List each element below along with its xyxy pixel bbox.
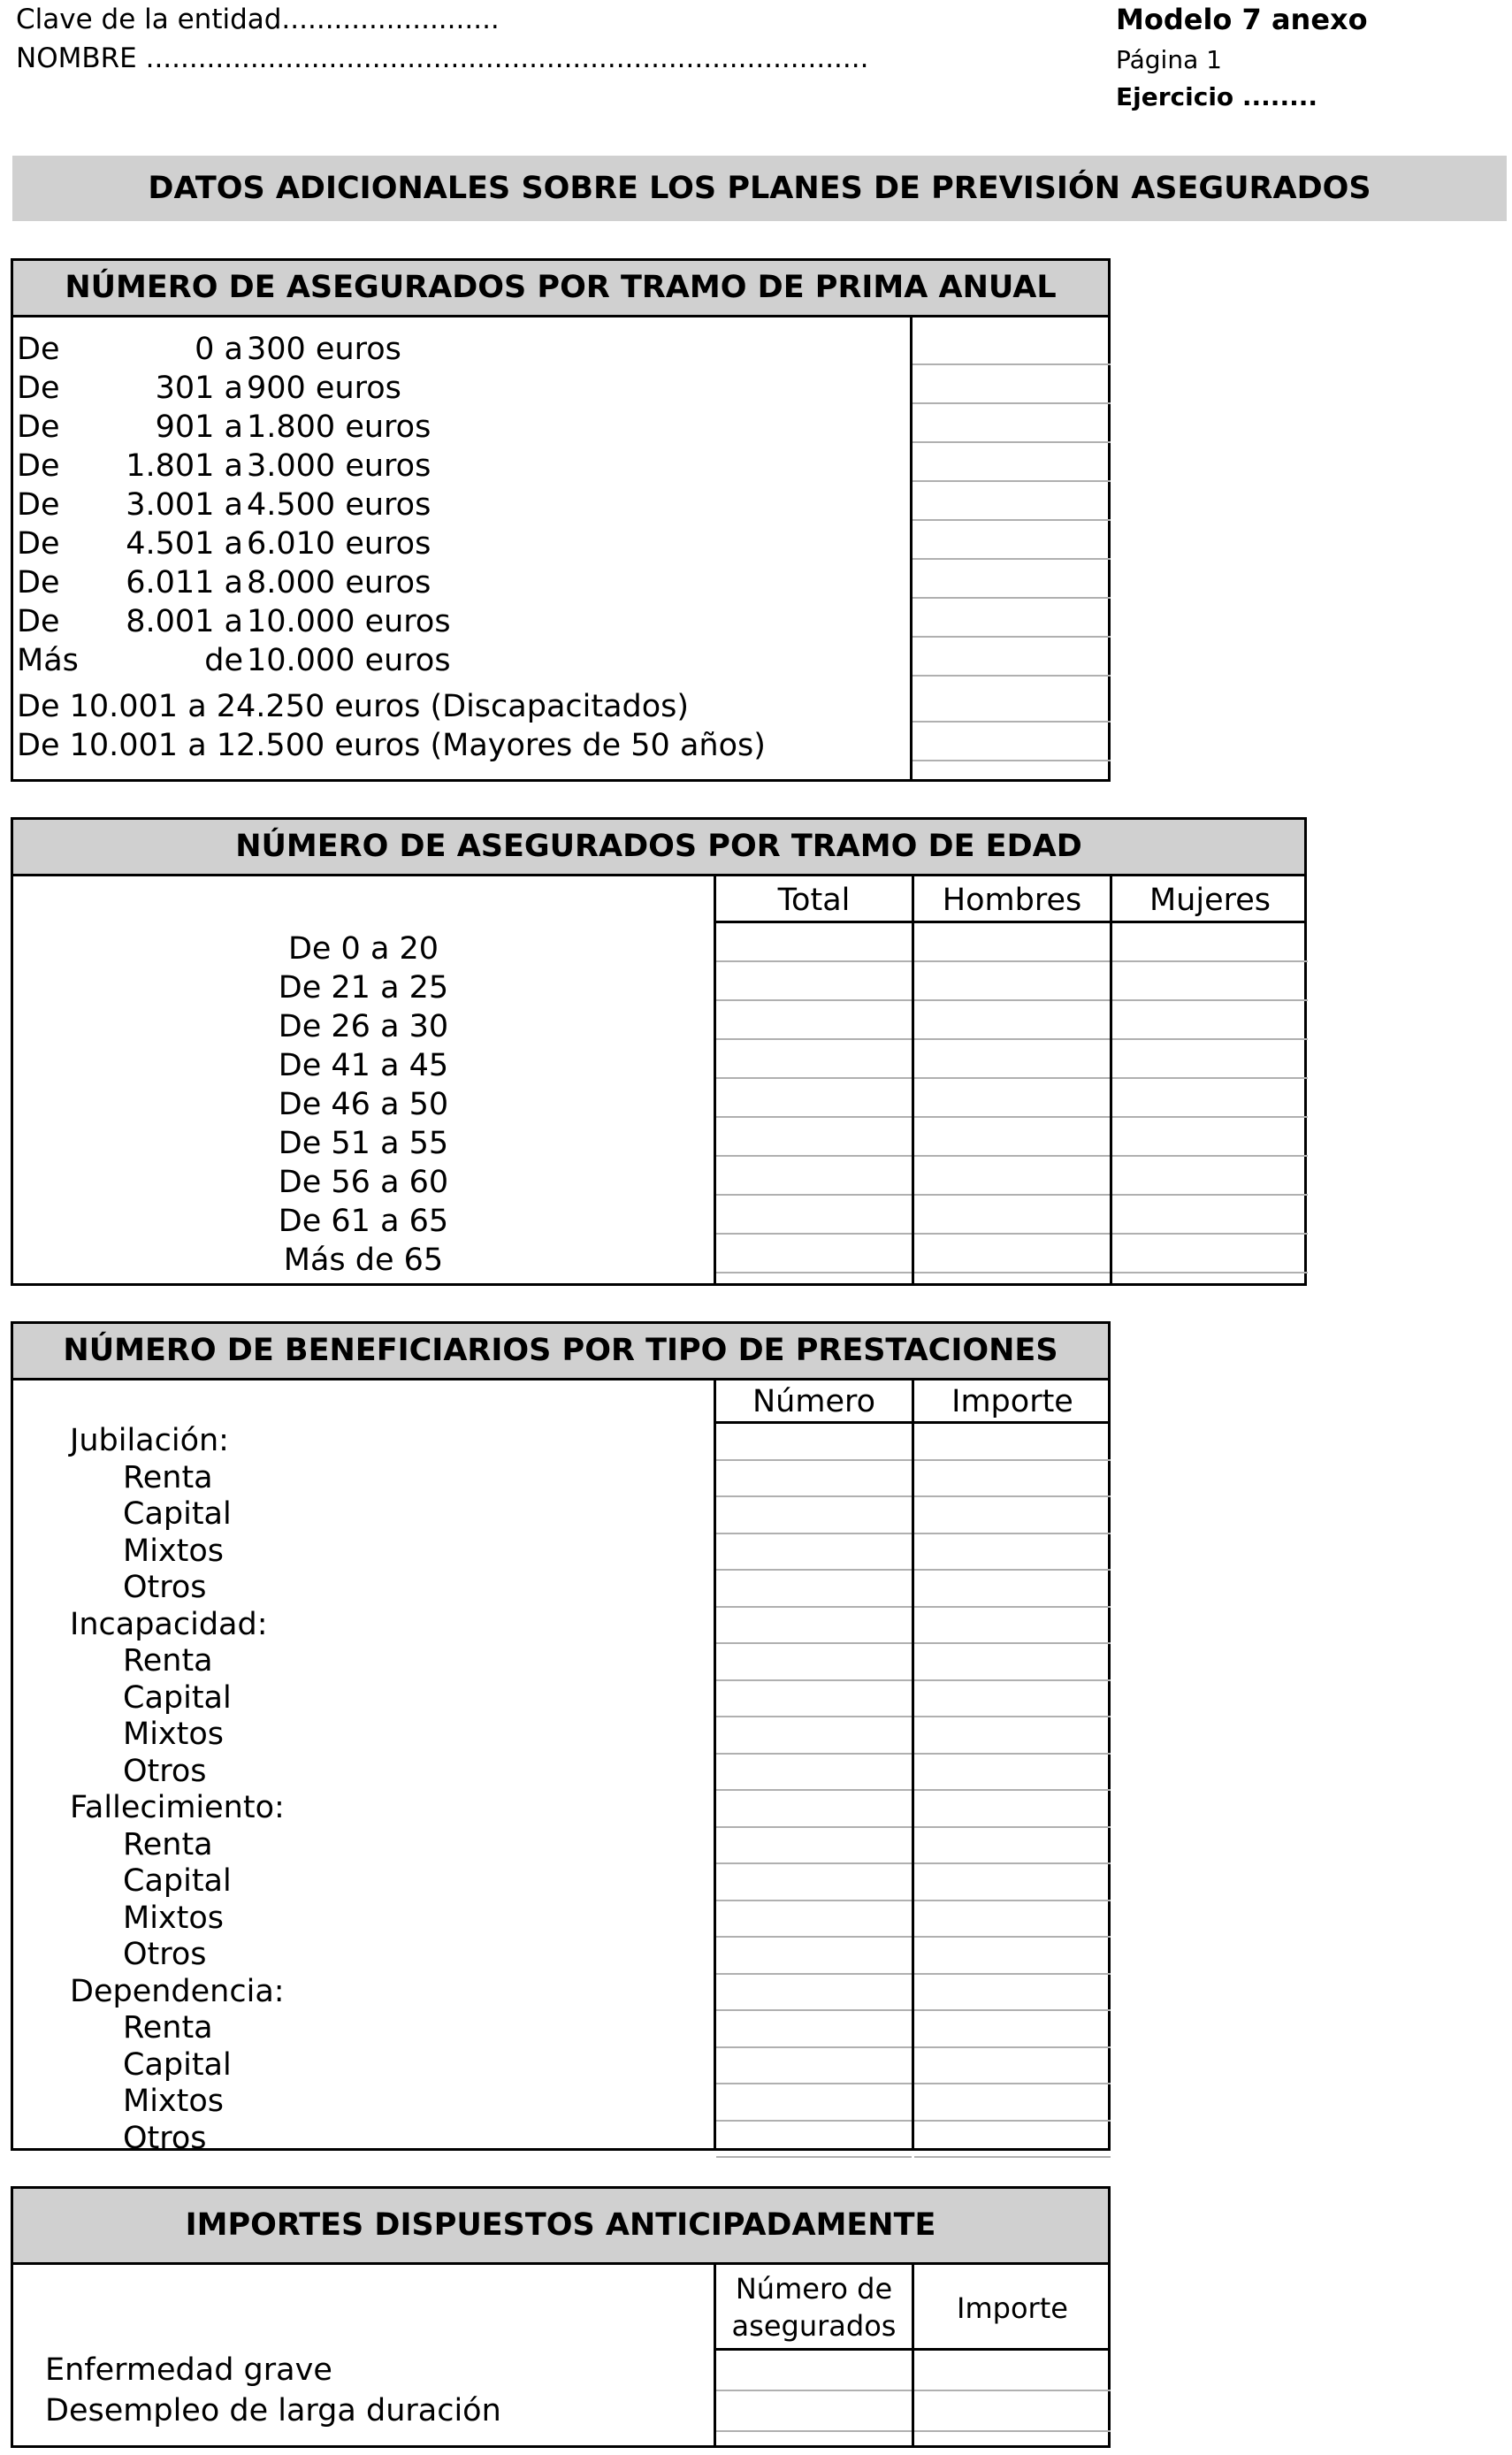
ben-group-label: Incapacidad: — [70, 1606, 268, 1642]
edad-value-cell[interactable] — [1112, 1157, 1308, 1196]
edad-value-cell[interactable] — [914, 1079, 1110, 1118]
prima-value-cell[interactable] — [913, 684, 1111, 723]
edad-value-cell[interactable] — [716, 1196, 912, 1235]
nombre-field: NOMBRE ................................................................................... — [16, 42, 869, 74]
ben-numero-cell[interactable] — [716, 1644, 912, 1681]
importes-col-numero-line1: Número de — [735, 2272, 893, 2306]
edad-value-cell[interactable] — [1112, 923, 1308, 962]
edad-value-cell[interactable] — [716, 1001, 912, 1040]
prima-row-to: 10.000 euros — [247, 643, 451, 678]
edad-value-cell[interactable] — [716, 1079, 912, 1118]
importes-col-numero-line2: asegurados — [731, 2309, 897, 2343]
ben-importe-cell[interactable] — [914, 2084, 1111, 2122]
importes-numero-cell[interactable] — [716, 2391, 912, 2432]
prima-value-cell[interactable] — [913, 521, 1111, 560]
edad-row-label: Más de 65 — [283, 1243, 444, 1278]
ben-numero-cell[interactable] — [716, 1791, 912, 1828]
ben-item-label: Mixtos — [123, 1717, 225, 1752]
edad-value-cell[interactable] — [716, 1157, 912, 1196]
ben-numero-cell[interactable] — [716, 1534, 912, 1572]
prima-row-from: 3.001 a — [126, 487, 243, 523]
ben-item-label: Mixtos — [123, 2084, 225, 2119]
ben-group-label: Jubilación: — [70, 1423, 229, 1458]
ben-item-label: Capital — [123, 2046, 232, 2083]
edad-value-cell[interactable] — [1112, 1196, 1308, 1235]
prima-value-cell[interactable] — [913, 723, 1111, 761]
prima-row-prefix: De — [17, 565, 60, 600]
ben-importe-cell[interactable] — [914, 1497, 1111, 1534]
ben-numero-cell[interactable] — [716, 2122, 912, 2159]
ben-numero-cell[interactable] — [716, 1975, 912, 2012]
ben-importe-cell[interactable] — [914, 1938, 1111, 1975]
edad-value-cell[interactable] — [914, 1157, 1110, 1196]
edad-value-cell[interactable] — [1112, 1079, 1308, 1118]
ben-importe-cell[interactable] — [914, 1461, 1111, 1498]
prima-row-prefix: De — [17, 371, 60, 406]
ben-importe-cell[interactable] — [914, 2011, 1111, 2048]
prima-value-cell[interactable] — [913, 482, 1111, 521]
beneficiarios-title: NÚMERO DE BENEFICIARIOS POR TIPO DE PRESTACIONES — [13, 1324, 1108, 1380]
edad-value-cell[interactable] — [914, 962, 1110, 1001]
ben-numero-cell[interactable] — [716, 1828, 912, 1865]
edad-value-cell[interactable] — [914, 1235, 1110, 1273]
ben-numero-cell[interactable] — [716, 1608, 912, 1645]
edad-value-cell[interactable] — [1112, 962, 1308, 1001]
edad-row-label: De 21 a 25 — [278, 970, 449, 1006]
prima-row-from: 4.501 a — [126, 526, 243, 562]
prima-value-cell[interactable] — [913, 365, 1111, 404]
edad-value-cell[interactable] — [716, 1235, 912, 1273]
ben-importe-cell[interactable] — [914, 1608, 1111, 1645]
edad-value-cell[interactable] — [1112, 1235, 1308, 1273]
edad-value-cell[interactable] — [716, 962, 912, 1001]
ben-importe-cell[interactable] — [914, 1717, 1111, 1755]
ben-item-label: Mixtos — [123, 1900, 225, 1936]
ben-importe-cell[interactable] — [914, 1828, 1111, 1865]
edad-value-cell[interactable] — [914, 1118, 1110, 1157]
ben-col-numero: Número — [752, 1384, 876, 1419]
ben-item-label: Capital — [123, 1863, 232, 1899]
ben-numero-cell[interactable] — [716, 2048, 912, 2085]
ben-importe-cell[interactable] — [914, 2048, 1111, 2085]
prima-row-to: 1.800 euros — [247, 409, 431, 445]
ben-numero-cell[interactable] — [716, 1755, 912, 1792]
prima-row-from: 8.001 a — [126, 604, 243, 639]
clave-entidad-field: Clave de la entidad......................... — [16, 4, 500, 35]
ben-numero-cell[interactable] — [716, 1571, 912, 1608]
prima-row-to: 6.010 euros — [247, 526, 431, 562]
ben-item-label: Otros — [123, 1937, 207, 1972]
importes-importe-cell[interactable] — [914, 2391, 1111, 2432]
ben-item-label: Mixtos — [123, 1533, 225, 1569]
prima-row-to: 4.500 euros — [247, 487, 431, 523]
edad-value-cell[interactable] — [914, 1001, 1110, 1040]
ben-numero-cell[interactable] — [716, 1938, 912, 1975]
prima-row-to: 900 euros — [247, 371, 401, 406]
ben-numero-cell[interactable] — [716, 1497, 912, 1534]
ejercicio-label: Ejercicio ........ — [1116, 82, 1317, 111]
ben-importe-cell[interactable] — [914, 2122, 1111, 2159]
edad-value-cell[interactable] — [914, 1040, 1110, 1079]
ben-numero-cell[interactable] — [716, 2011, 912, 2048]
ben-numero-cell[interactable] — [716, 1424, 912, 1461]
ben-importe-cell[interactable] — [914, 1644, 1111, 1681]
modelo-label: Modelo 7 anexo — [1116, 3, 1368, 36]
edad-value-cell[interactable] — [716, 923, 912, 962]
edad-col-header: Hombres — [942, 883, 1082, 918]
edad-value-cell[interactable] — [1112, 1040, 1308, 1079]
prima-row-prefix: De — [17, 526, 60, 562]
ben-group-label: Dependencia: — [70, 1973, 285, 2009]
ben-item-label: Otros — [123, 1753, 207, 1789]
edad-row-label: De 26 a 30 — [278, 1009, 449, 1044]
prima-extra-row: De 10.001 a 24.250 euros (Discapacitados) — [17, 689, 690, 724]
importes-title: IMPORTES DISPUESTOS ANTICIPADAMENTE — [13, 2189, 1108, 2265]
prima-row-from: 6.011 a — [126, 565, 243, 600]
prima-row-from: 1.801 a — [126, 448, 243, 484]
ben-item-label: Renta — [123, 1826, 213, 1862]
prima-row-prefix: De — [17, 409, 60, 445]
prima-row-to: 8.000 euros — [247, 565, 431, 600]
importes-row-label: Desempleo de larga duración — [45, 2393, 501, 2428]
ben-numero-cell[interactable] — [716, 1461, 912, 1498]
ben-item-label: Capital — [123, 1496, 232, 1532]
prima-value-cell[interactable] — [913, 443, 1111, 482]
importes-numero-cell[interactable] — [716, 2351, 912, 2391]
ben-numero-cell[interactable] — [716, 1864, 912, 1901]
ben-importe-cell[interactable] — [914, 1571, 1111, 1608]
ben-numero-cell[interactable] — [716, 1681, 912, 1718]
prima-row-prefix: De — [17, 487, 60, 523]
beneficiarios-section — [11, 1321, 1111, 2156]
importes-row-label: Enfermedad grave — [45, 2352, 332, 2388]
ben-item-label: Otros — [123, 1570, 207, 1605]
prima-section — [11, 258, 1111, 782]
prima-title: NÚMERO DE ASEGURADOS POR TRAMO DE PRIMA ANUAL — [13, 261, 1108, 317]
prima-row-prefix: De — [17, 604, 60, 639]
importes-col-importe: Importe — [957, 2291, 1068, 2325]
prima-row-from: 0 a — [195, 332, 243, 367]
edad-value-cell[interactable] — [914, 1196, 1110, 1235]
edad-value-cell[interactable] — [1112, 1118, 1308, 1157]
ben-importe-cell[interactable] — [914, 1534, 1111, 1572]
edad-col-header: Mujeres — [1149, 883, 1271, 918]
prima-value-cell[interactable] — [913, 638, 1111, 677]
ben-importe-cell[interactable] — [914, 1975, 1111, 2012]
ben-importe-cell[interactable] — [914, 1901, 1111, 1939]
prima-extra-row: De 10.001 a 12.500 euros (Mayores de 50 años) — [17, 728, 766, 763]
ben-item-label: Renta — [123, 1643, 213, 1679]
prima-value-cell[interactable] — [913, 326, 1111, 365]
prima-row-from: 901 a — [155, 409, 243, 445]
ben-item-label: Otros — [123, 2120, 207, 2156]
ben-numero-cell[interactable] — [716, 2084, 912, 2122]
edad-row-label: De 0 a 20 — [287, 931, 439, 967]
edad-title: NÚMERO DE ASEGURADOS POR TRAMO DE EDAD — [13, 820, 1304, 876]
edad-value-cell[interactable] — [716, 1040, 912, 1079]
ben-col-importe: Importe — [951, 1384, 1073, 1419]
edad-row-label: De 51 a 55 — [278, 1126, 449, 1161]
ben-group-label: Fallecimiento: — [70, 1790, 285, 1825]
ben-importe-cell[interactable] — [914, 1424, 1111, 1461]
main-title: DATOS ADICIONALES SOBRE LOS PLANES DE PREVISIÓN ASEGURADOS — [12, 156, 1507, 221]
edad-row-label: De 56 a 60 — [278, 1165, 449, 1200]
ben-importe-cell[interactable] — [914, 1755, 1111, 1792]
edad-row-label: De 61 a 65 — [278, 1204, 449, 1239]
ben-numero-cell[interactable] — [716, 1717, 912, 1755]
ben-item-label: Renta — [123, 1459, 213, 1495]
prima-row-to: 10.000 euros — [247, 604, 451, 639]
edad-value-cell[interactable] — [914, 923, 1110, 962]
importes-section — [11, 2186, 1111, 2448]
edad-section — [11, 817, 1307, 1286]
ben-importe-cell[interactable] — [914, 1681, 1111, 1718]
prima-row-prefix: De — [17, 448, 60, 484]
importes-importe-cell[interactable] — [914, 2351, 1111, 2391]
prima-row-prefix: Más — [17, 643, 79, 678]
prima-row-to: 300 euros — [247, 332, 401, 367]
edad-row-label: De 41 a 45 — [278, 1048, 449, 1083]
ben-item-label: Capital — [123, 1679, 232, 1716]
importes-col-numero — [716, 2270, 912, 2344]
prima-row-prefix: De — [17, 332, 60, 367]
ben-numero-cell[interactable] — [716, 1901, 912, 1939]
edad-value-cell[interactable] — [716, 1118, 912, 1157]
ben-importe-cell[interactable] — [914, 1864, 1111, 1901]
edad-value-cell[interactable] — [1112, 1001, 1308, 1040]
prima-row-from: 301 a — [155, 371, 243, 406]
edad-col-header: Total — [777, 883, 851, 918]
prima-row-to: 3.000 euros — [247, 448, 431, 484]
ben-item-label: Renta — [123, 2010, 213, 2046]
prima-value-cell[interactable] — [913, 404, 1111, 443]
pagina-label: Página 1 — [1116, 45, 1222, 74]
prima-value-cell[interactable] — [913, 599, 1111, 638]
edad-row-label: De 46 a 50 — [278, 1087, 449, 1122]
prima-row-from: de — [204, 643, 243, 678]
prima-value-cell[interactable] — [913, 560, 1111, 599]
ben-importe-cell[interactable] — [914, 1791, 1111, 1828]
